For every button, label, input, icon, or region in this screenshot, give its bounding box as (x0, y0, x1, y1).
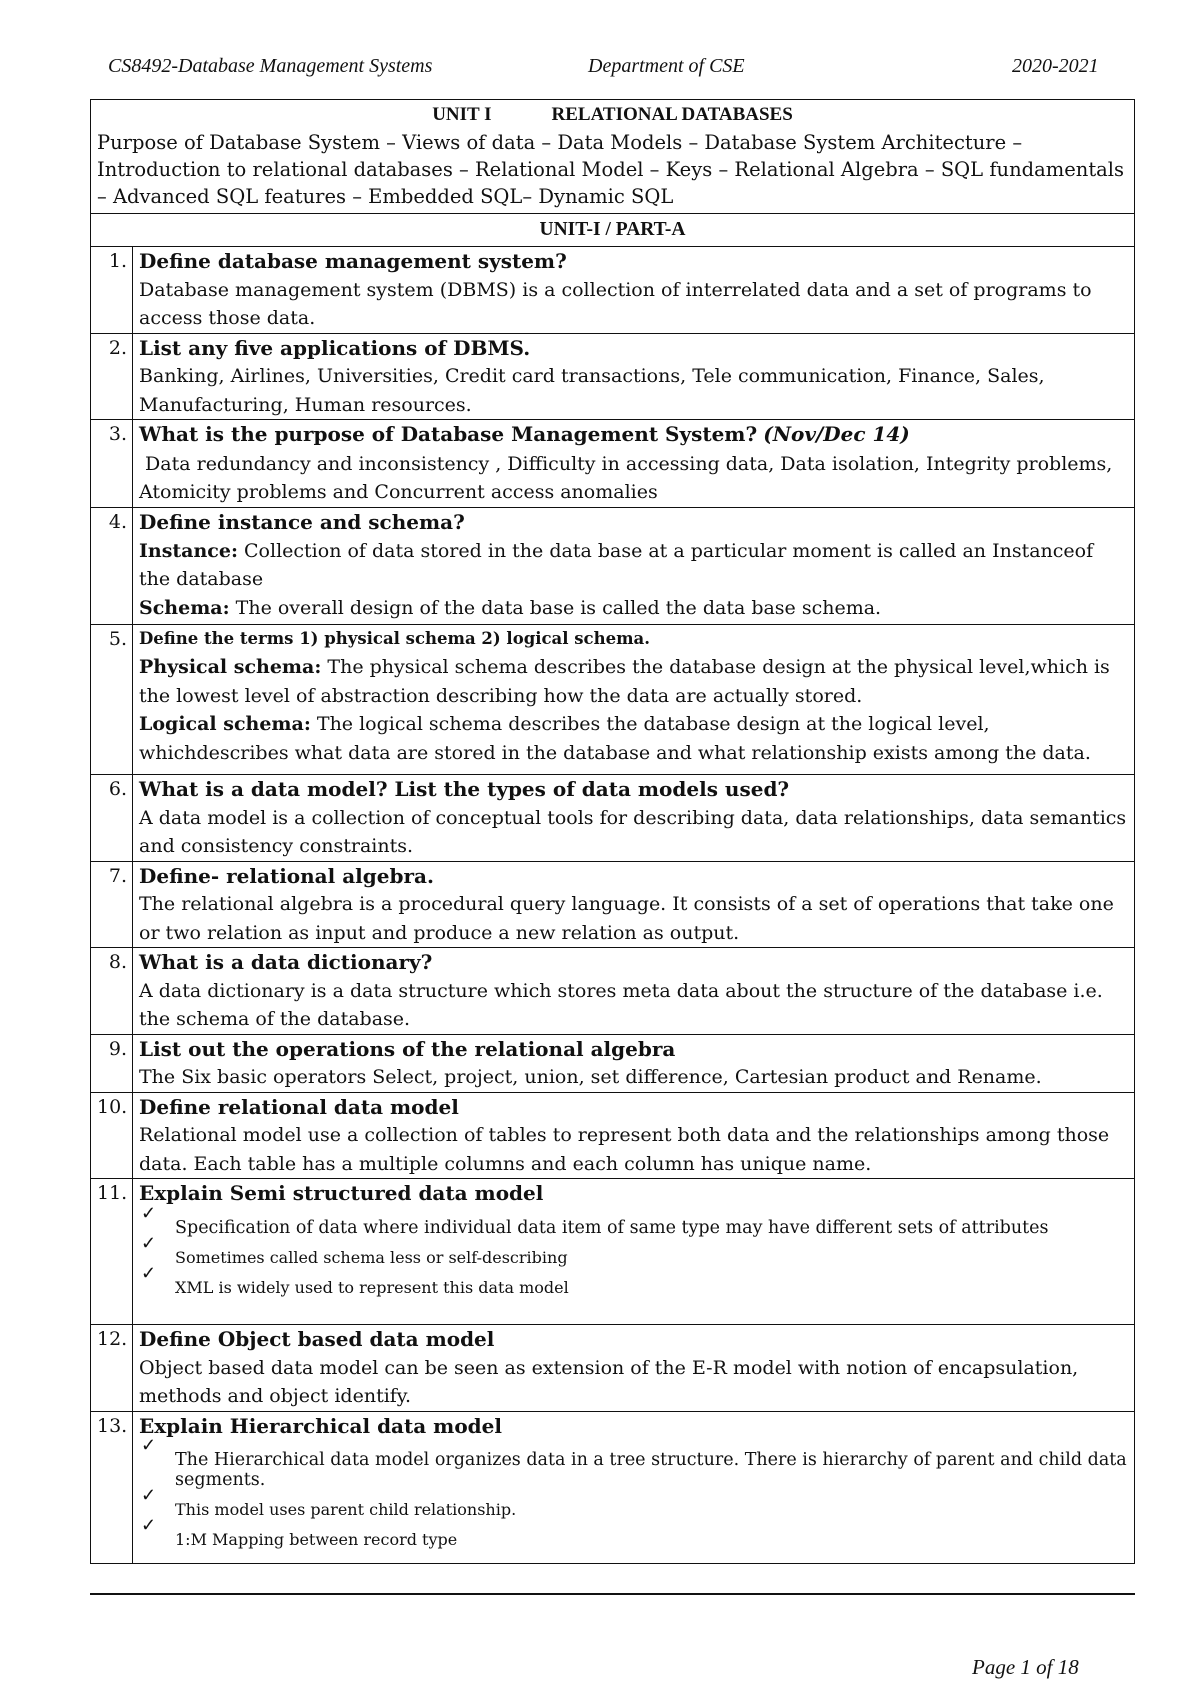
bullet-item (139, 1515, 1128, 1550)
question-row (91, 333, 1135, 420)
unit-syllabus: Purpose of Database System – Views of data – Data Models – Database System Architecture – Introduction to relational databases – Relational Model – Keys – Relational Algebra – SQL fundamentals – Advanced SQL features – Embedded SQL– Dynamic SQL (97, 131, 1125, 208)
term-physical-schema: Physical schema: (139, 656, 322, 678)
term-schema: Schema: (139, 596, 230, 619)
answer-text: A data model is a collection of conceptual tools for describing data, data relationships, data semantics and consistency constraints. (139, 806, 1127, 857)
question-title: Define the terms 1) physical schema 2) logical schema. (139, 629, 650, 648)
answer-text: Relational model use a collection of tables to represent both data and the relationships among those data. Each table has a multiple columns and each column has unique name. (139, 1124, 1110, 1175)
bullet-text: The Hierarchical data model organizes data in a tree structure. There is hierarchy of parent and child data segments. (175, 1450, 1127, 1490)
question-row (91, 508, 1135, 625)
bullet-item (139, 1202, 1128, 1238)
header-department: Department of CSE (588, 55, 745, 77)
question-number: 11. (91, 1179, 133, 1325)
question-row (91, 775, 1135, 862)
question-title: List out the operations of the relational algebra (139, 1036, 676, 1061)
question-number: 12. (91, 1325, 133, 1412)
question-title: What is the purpose of Database Management System? (139, 422, 758, 446)
question-number: 10. (91, 1092, 133, 1179)
question-row (91, 1411, 1135, 1563)
question-title: Define Object based data model (139, 1327, 495, 1351)
answer-text: Banking, Airlines, Universities, Credit card transactions, Tele communication, Finance, Sales, Manufacturing, Human resources. (139, 365, 1045, 416)
question-row (91, 625, 1135, 775)
bullet-text: 1:M Mapping between record type (175, 1530, 458, 1549)
header-course-title: CS8492-Database Management Systems (108, 55, 433, 77)
bullet-text: XML is widely used to represent this data model (175, 1277, 569, 1297)
bullet-text: Sometimes called schema less or self-describing (175, 1247, 568, 1267)
question-title: Define relational data model (139, 1094, 459, 1119)
check-icon: ✓ (141, 1515, 157, 1536)
question-number: 3. (91, 420, 133, 508)
question-number: 13. (91, 1411, 133, 1563)
question-title: Explain Hierarchical data model (139, 1413, 502, 1438)
question-number: 5. (91, 625, 133, 775)
bottom-rule (90, 1593, 1135, 1595)
term-instance: Instance: (139, 539, 238, 562)
answer-text: The physical schema describes the database design at the physical level,which is the lowest level of abstraction describing how the data are actually stored. (139, 656, 1110, 707)
question-row (91, 1179, 1135, 1325)
answer-text: The relational algebra is a procedural query language. It consists of a set of operations that take one or two relation as input and produce a new relation as output. (139, 893, 1114, 944)
question-number: 1. (91, 247, 133, 334)
exam-tag: (Nov/Dec 14) (763, 422, 910, 446)
check-icon: ✓ (141, 1262, 157, 1284)
page-number: Page 1 of 18 (972, 1655, 1079, 1679)
question-row (91, 1034, 1135, 1092)
answer-text: Collection of data stored in the data base at a particular moment is called an Instanceof the database (139, 539, 1094, 590)
question-number: 7. (91, 861, 133, 948)
question-number: 9. (91, 1034, 133, 1092)
bullet-text: Specification of data where individual data item of same type may have different sets of attributes (175, 1217, 1049, 1238)
question-title: Explain Semi structured data model (139, 1181, 544, 1205)
answer-text: Data redundancy and inconsistency , Difficulty in accessing data, Data isolation, Integrity problems, Atomicity problems and Concurrent access anomalies (139, 452, 1119, 503)
check-icon: ✓ (141, 1202, 157, 1224)
bullet-item (139, 1485, 1128, 1520)
unit-name: RELATIONAL DATABASES (551, 104, 793, 125)
answer-text: The logical schema describes the database design at the logical level, whichdescribes what data are stored in the database and what relationship exists among the data. (139, 713, 1091, 764)
question-row (91, 948, 1135, 1035)
bullet-item (139, 1435, 1128, 1490)
check-icon: ✓ (141, 1232, 157, 1254)
question-row (91, 1325, 1135, 1412)
bullet-item (139, 1232, 1128, 1268)
question-title: Define instance and schema? (139, 510, 465, 534)
question-title: Define- relational algebra. (139, 863, 434, 888)
term-logical-schema: Logical schema: (139, 713, 311, 735)
answer-text: Object based data model can be seen as extension of the E-R model with notion of encapsulation, methods and object identify. (139, 1356, 1079, 1407)
part-row (91, 214, 1135, 247)
question-title: List any five applications of DBMS. (139, 335, 531, 360)
part-label: UNIT-I / PART-A (91, 214, 1135, 247)
answer-text: A data dictionary is a data structure which stores meta data about the structure of the database i.e. the schema of the database. (139, 979, 1103, 1030)
unit-title-row (91, 100, 1135, 214)
question-title: Define database management system? (139, 249, 567, 273)
question-title: What is a data model? List the types of data models used? (139, 777, 790, 801)
question-row (91, 1092, 1135, 1179)
check-icon: ✓ (141, 1435, 157, 1456)
question-title: What is a data dictionary? (139, 950, 433, 974)
check-icon: ✓ (141, 1485, 157, 1506)
bullet-text: This model uses parent child relationship. (175, 1500, 517, 1519)
question-row (91, 420, 1135, 508)
unit-number: UNIT I (432, 104, 492, 125)
question-number: 4. (91, 508, 133, 625)
answer-text: Database management system (DBMS) is a collection of interrelated data and a set of programs to access those data. (139, 278, 1092, 329)
question-row (91, 247, 1135, 334)
header-year: 2020-2021 (1012, 55, 1099, 77)
question-table (90, 99, 1135, 1564)
answer-text: The Six basic operators Select, project, union, set difference, Cartesian product and Rename. (139, 1066, 1042, 1088)
question-row (91, 861, 1135, 948)
question-number: 8. (91, 948, 133, 1035)
answer-text: The overall design of the data base is called the data base schema. (229, 596, 882, 619)
bullet-item (139, 1262, 1128, 1298)
question-number: 2. (91, 333, 133, 420)
question-number: 6. (91, 775, 133, 862)
